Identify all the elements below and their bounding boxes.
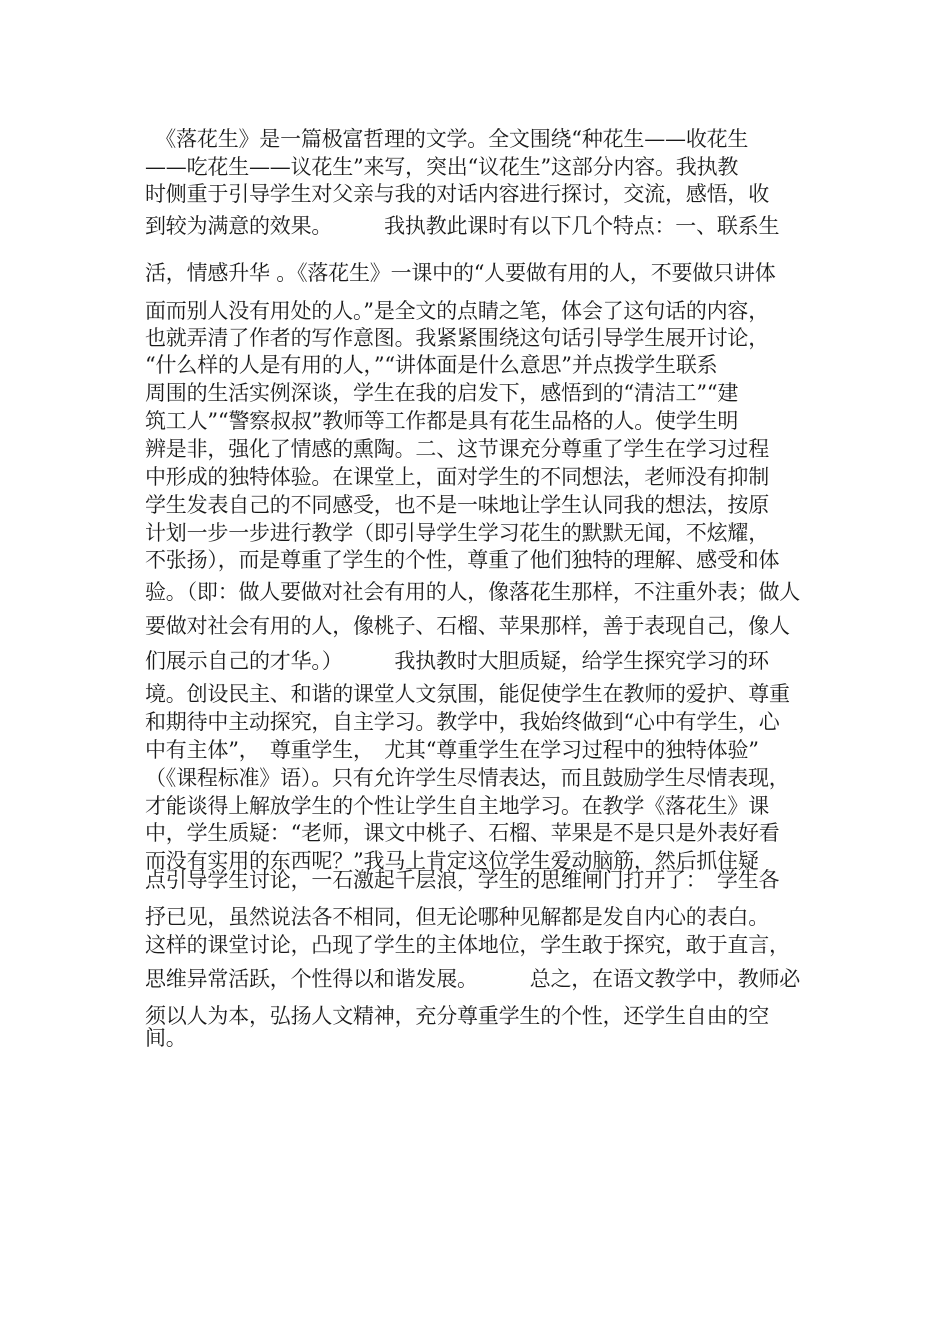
text-line: 也就弄清了作者的写作意图。我紧紧围绕这句话引导学生展开讨论， (145, 326, 769, 350)
text-line: 抒已见，虽然说法各不相同，但无论哪种见解都是发自内心的表白。 (145, 905, 769, 929)
text-line: 辨是非，强化了情感的熏陶。二、这节课充分尊重了学生在学习过程 (145, 437, 769, 461)
text-line: “什么样的人是有用的人，”“讲体面是什么意思”并点拨学生联系 (145, 353, 718, 377)
text-line: 境。创设民主、和谐的课堂人文氛围，能促使学生在教师的爱护、尊重 (145, 682, 790, 706)
text-line: 须以人为本，弘扬人文精神，充分尊重学生的个性，还学生自由的空 (145, 1004, 769, 1028)
text-line: 面而别人没有用处的人。”是全文的点睛之笔，体会了这句话的内容， (145, 299, 770, 323)
text-line: 中形成的独特体验。在课堂上，面对学生的不同想法，老师没有抑制 (145, 465, 769, 489)
text-line: 学生发表自己的不同感受，也不是一味地让学生认同我的想法，按原 (145, 493, 769, 517)
text-line: （《课程标准》语）。只有允许学生尽情表达，而且鼓励学生尽情表现， (145, 766, 790, 790)
text-line: 到较为满意的效果。 我执教此课时有以下几个特点：一、联系生 (145, 214, 780, 238)
text-line: 筑工人”“警察叔叔”教师等工作都是具有花生品格的人。使学生明 (145, 409, 739, 433)
text-line: 间。 (145, 1026, 187, 1050)
text-line: 不张扬），而是尊重了学生的个性，尊重了他们独特的理解、感受和体 (145, 548, 780, 572)
text-line: 时侧重于引导学生对父亲与我的对话内容进行探讨，交流，感悟，收 (145, 182, 769, 206)
text-line: 思维异常活跃，个性得以和谐发展。 总之，在语文教学中，教师必 (145, 967, 801, 991)
text-line: 和期待中主动探究，自主学习。教学中，我始终做到“心中有学生，心 (145, 710, 780, 734)
text-line: 点引导学生讨论，一石激起千层浪，学生的思维闸门打开了： 学生各 (145, 868, 780, 892)
text-line: ——吃花生——议花生”来写，突出“议花生”这部分内容。我执教 (145, 155, 739, 179)
text-line: 才能谈得上解放学生的个性让学生自主地学习。在教学《落花生》课 (145, 794, 769, 818)
text-line: 周围的生活实例深谈，学生在我的启发下，感悟到的“清洁工”“建 (145, 381, 739, 405)
text-line: 中，学生质疑：“老师，课文中桃子、石榴、苹果是不是只是外表好看 (145, 821, 780, 845)
text-line: 《落花生》是一篇极富哲理的文学。全文围绕“种花生——收花生 (145, 127, 749, 151)
text-line: 这样的课堂讨论，凸现了学生的主体地位，学生敢于探究，敢于直言， (145, 933, 790, 957)
text-line: 验。（即：做人要做对社会有用的人，像落花生那样，不注重外表；做人 (145, 580, 801, 604)
text-line: 而没有实用的东西呢？”我马上肯定这位学生爱动脑筋，然后抓住疑 (145, 849, 759, 873)
text-line: 活，情感升华 。《落花生》一课中的“人要做有用的人，不要做只讲体 (145, 261, 776, 285)
text-line: 要做对社会有用的人，像桃子、石榴、苹果那样，善于表现自己，像人 (145, 614, 790, 638)
text-line: 们展示自己的才华。） 我执教时大胆质疑，给学生探究学习的环 (145, 649, 769, 673)
text-line: 中有主体”， 尊重学生， 尤其“尊重学生在学习过程中的独特体验” (145, 738, 759, 762)
text-line: 计划一步一步进行教学（即引导学生学习花生的默默无闻，不炫耀， (145, 521, 769, 545)
